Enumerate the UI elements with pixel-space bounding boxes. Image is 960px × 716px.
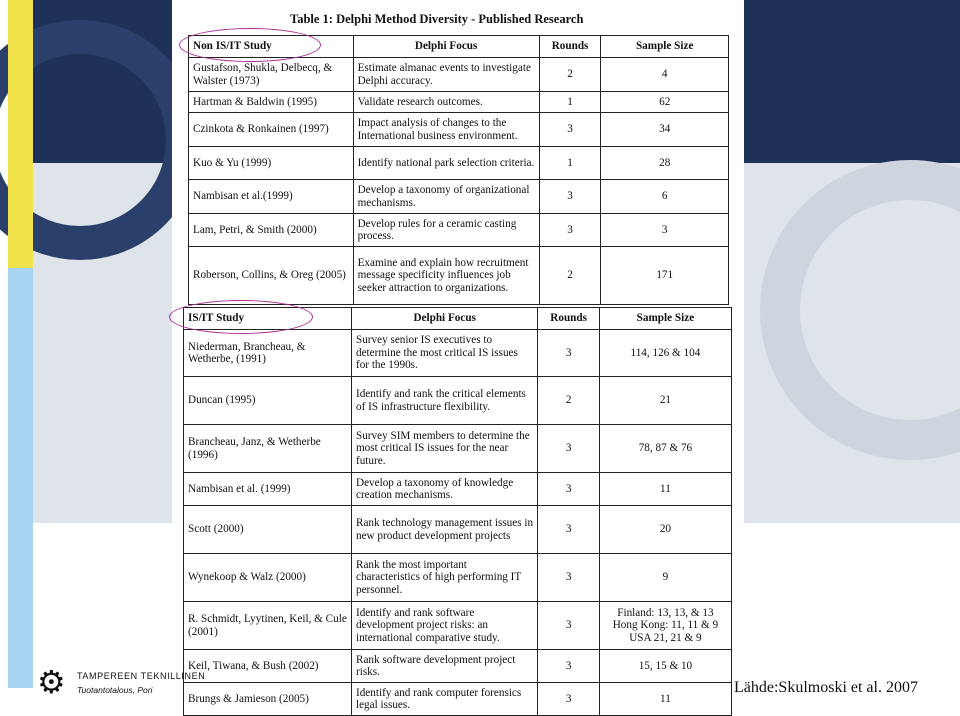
focus-cell: Develop rules for a ceramic casting process. [353,214,539,247]
rounds-cell: 3 [538,650,599,683]
table-row [184,473,732,506]
study-cell: Lam, Petri, & Smith (2000) [189,214,354,247]
non-it-studies-table [188,35,729,305]
sample-cell: 28 [601,147,729,180]
study-cell: Keil, Tiwana, & Bush (2002) [184,650,352,683]
focus-cell: Estimate almanac events to investigate Delphi accuracy. [353,58,539,92]
sample-cell: 34 [601,113,729,147]
sample-cell: 78, 87 & 76 [599,425,731,473]
scanned-table-document [172,0,744,716]
table-row [189,58,729,92]
table-row [184,425,732,473]
table-row [189,113,729,147]
header-study: Non IS/IT Study [189,36,354,58]
sample-cell: 3 [601,214,729,247]
study-cell: Brungs & Jamieson (2005) [184,683,352,716]
sample-cell: 4 [601,58,729,92]
university-logo [37,663,206,706]
source-citation: Lähde:Skulmoski et al. 2007 [734,679,918,696]
sample-cell: 15, 15 & 10 [599,650,731,683]
sample-cell: 20 [599,506,731,554]
rounds-cell: 3 [538,473,599,506]
focus-cell: Identify and rank computer forensics legal issues. [351,683,537,716]
sample-cell: 6 [601,180,729,214]
study-cell: Scott (2000) [184,506,352,554]
focus-cell: Validate research outcomes. [353,92,539,113]
sample-cell: 21 [599,377,731,425]
study-cell: Wynekoop & Walz (2000) [184,554,352,602]
study-cell: Roberson, Collins, & Oreg (2005) [189,247,354,305]
table-title: Table 1: Delphi Method Diversity - Published Research [290,12,584,26]
logo-subtitle: Tuotantotalous, Pori [77,685,153,695]
table-row [184,330,732,377]
table-row [189,180,729,214]
non-it-table-body [189,58,729,305]
header-focus: Delphi Focus [353,36,539,58]
table-row [184,650,732,683]
study-cell: Niederman, Brancheau, & Wetherbe, (1991) [184,330,352,377]
study-cell: Nambisan et al. (1999) [184,473,352,506]
header-focus: Delphi Focus [351,308,537,330]
it-studies-table [183,307,732,716]
table-row [189,92,729,113]
header-rounds: Rounds [539,36,601,58]
rounds-cell: 1 [539,92,601,113]
table-row [184,377,732,425]
focus-cell: Identify and rank software development project risks: an international comparative study. [351,602,537,650]
rounds-cell: 3 [538,683,599,716]
table-row [189,247,729,305]
focus-cell: Examine and explain how recruitment message specificity influences job seeker attraction to organizations. [353,247,539,305]
study-cell: Kuo & Yu (1999) [189,147,354,180]
sample-cell: 62 [601,92,729,113]
sample-cell: 11 [599,473,731,506]
focus-cell: Survey senior IS executives to determine the most critical IS issues for the 1990s. [351,330,537,377]
focus-cell: Rank the most important characteristics of high performing IT personnel. [351,554,537,602]
study-cell: Nambisan et al.(1999) [189,180,354,214]
rounds-cell: 3 [539,113,601,147]
rounds-cell: 3 [538,330,599,377]
header-sample: Sample Size [601,36,729,58]
sample-cell: 11 [599,683,731,716]
table-row [184,602,732,650]
rounds-cell: 2 [538,377,599,425]
gear-icon: ⚙ [37,663,66,701]
rounds-cell: 1 [539,147,601,180]
study-cell: Czinkota & Ronkainen (1997) [189,113,354,147]
focus-cell: Identify national park selection criteria. [353,147,539,180]
header-study: IS/IT Study [184,308,352,330]
rounds-cell: 2 [539,58,601,92]
focus-cell: Rank technology management issues in new product development projects [351,506,537,554]
header-rounds: Rounds [538,308,599,330]
table-row [189,147,729,180]
table-header-row [184,308,732,330]
focus-cell: Impact analysis of changes to the International business environment. [353,113,539,147]
rounds-cell: 3 [539,214,601,247]
rounds-cell: 2 [539,247,601,305]
focus-cell: Develop a taxonomy of knowledge creation mechanisms. [351,473,537,506]
study-cell: Gustafson, Shukla, Delbecq, & Walster (1973) [189,58,354,92]
it-table-body [184,330,732,716]
highlight-circle [169,300,313,334]
rounds-cell: 3 [539,180,601,214]
highlight-circle [179,28,321,62]
focus-cell: Develop a taxonomy of organizational mechanisms. [353,180,539,214]
sample-cell: 9 [599,554,731,602]
header-sample: Sample Size [599,308,731,330]
study-cell: Brancheau, Janz, & Wetherbe (1996) [184,425,352,473]
rounds-cell: 3 [538,425,599,473]
table-row [184,683,732,716]
study-cell: Hartman & Baldwin (1995) [189,92,354,113]
table-row [189,214,729,247]
sample-cell: 114, 126 & 104 [599,330,731,377]
table-header-row [189,36,729,58]
sample-cell: 171 [601,247,729,305]
accent-stripe-blue [8,268,33,688]
focus-cell: Rank software development project risks. [351,650,537,683]
table-row [184,554,732,602]
sample-cell: Finland: 13, 13, & 13 Hong Kong: 11, 11 & 9 USA 21, 21 & 9 [599,602,731,650]
study-cell: R. Schmidt, Lyytinen, Keil, & Cule (2001) [184,602,352,650]
accent-stripe-yellow [8,0,33,268]
focus-cell: Identify and rank the critical elements of IS infrastructure flexibility. [351,377,537,425]
rounds-cell: 3 [538,602,599,650]
table-row [184,506,732,554]
study-cell: Duncan (1995) [184,377,352,425]
rounds-cell: 3 [538,506,599,554]
rounds-cell: 3 [538,554,599,602]
focus-cell: Survey SIM members to determine the most critical IS issues for the near future. [351,425,537,473]
logo-name: TAMPEREEN TEKNILLINEN [77,671,206,681]
